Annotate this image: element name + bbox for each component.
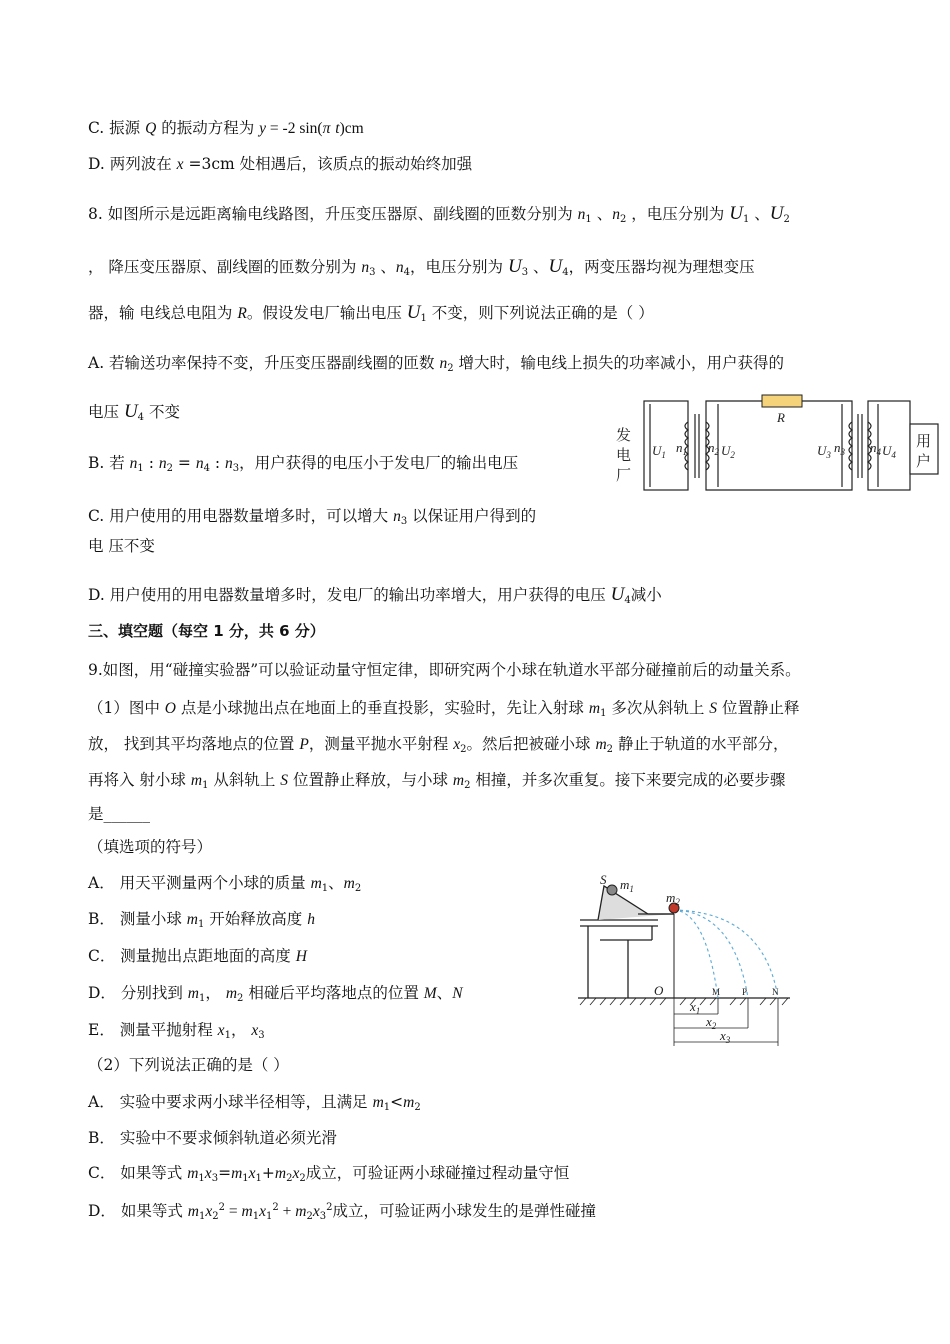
q9-stem: 9.如图，用“碰撞实验器”可以验证动量守恒定律，即研究两个小球在轨道水平部分碰撞前后的动量关系。 [88, 661, 801, 679]
q9-part2-option-b: B． 实验中不要求倾斜轨道必须光滑 [88, 1129, 337, 1147]
coil-n1 [685, 422, 688, 470]
q7-option-c: C. 振源 Q 的振动方程为 y = -2 sin(π t)cm [88, 119, 364, 137]
q8-stem-line1: 8. 如图所示是远距离输电线路图，升压变压器原、副线圈的匝数分别为 $n_1$ 、$n_2$ ，电压分别为 $U_1$ 、$U_2$ [88, 203, 790, 225]
q8-stem-line2: ， 降压变压器原、副线圈的匝数分别为 $n_3$ 、$n_4$，电压分别为 $U_3$ 、$U_4$，两变压器均视为理想变压 [88, 256, 755, 278]
user-label-2: 户 [916, 454, 932, 470]
q8-option-c-line2: 电 压不变 [88, 537, 155, 555]
svg-text:U1: $U_1$ [652, 443, 666, 460]
source-label-1: 发 [616, 428, 632, 444]
svg-text:m2: $m_2$ [666, 890, 680, 907]
resistor-label: R [777, 410, 785, 425]
q9-option-c: C． 测量抛出点距地面的高度 H [88, 947, 307, 965]
q9-part2-option-a: A． 实验中要求两小球半径相等，且满足 $m_1<m_2$ [88, 1093, 421, 1113]
q8-option-a-line2: 电压 $U_4$ 不变 [88, 401, 180, 423]
coil-n3 [849, 422, 852, 470]
svg-text:n3: $n_3$ [834, 440, 845, 457]
svg-text:x2: $x_2$ [706, 1014, 717, 1031]
svg-text:P: P [742, 987, 748, 997]
q9-part2-option-c: C． 如果等式 $m_1x_3=m_1x_1+m_2x_2$成立，可验证两小球碰撞过程动量守恒 [88, 1164, 570, 1184]
q9-part1-line2: 放， 找到其平均落地点的位置 P，测量平抛水平射程 $x_2$。然后把被碰小球 $m_2$ 静止于轨道的水平部分， [88, 735, 789, 755]
q9-part1-line3: 再将入 射小球 $m_1$ 从斜轨上 S 位置静止释放，与小球 $m_2$ 相撞，并多次重复。接下来要完成的必要步骤 [88, 771, 786, 791]
q9-option-e: E． 测量平抛射程 $x_1$， $x_3$ [88, 1021, 265, 1041]
svg-text:x3: $x_3$ [720, 1028, 731, 1045]
svg-text:n4: $n_4$ [870, 440, 881, 457]
q9-part2-option-d: D． 如果等式 $m_1x_2^2 = m_1x_1^2 + m_2x_3^2$成立，可验证两小球发生的是弹性碰撞 [88, 1202, 596, 1223]
collision-apparatus-diagram [578, 868, 798, 1052]
svg-text:S: S [600, 872, 607, 887]
q8-option-c-line1: C. 用户使用的用电器数量增多时，可以增大 $n_3$ 以保证用户得到的 [88, 507, 537, 527]
section3-title: 三、填空题（每空 1 分，共 6 分） [88, 622, 325, 640]
q9-hint: （填选项的符号） [88, 838, 213, 856]
q9-option-d: D． 分别找到 $m_1$， $m_2$ 相碰后平均落地点的位置 M、N [88, 984, 463, 1004]
resistor-R [762, 395, 802, 407]
svg-text:U2: $U_2$ [721, 443, 735, 460]
q9-option-a: A． 用天平测量两个小球的质量 $m_1$、$m_2$ [88, 874, 362, 894]
q9-option-b: B． 测量小球 $m_1$ 开始释放高度 h [88, 910, 315, 930]
svg-text:M: M [712, 987, 721, 997]
q8-stem-line3: 器，输 电线总电阻为 R。假设发电厂输出电压 $U_1$ 不变，则下列说法正确的是（ ） [88, 302, 654, 324]
q8-option-b: B. 若 $n_1$ : $n_2 = n_4$ : $n_3$，用户获得的电压小于发电厂的输出电压 [88, 454, 519, 474]
source-label-3: 厂 [616, 468, 632, 484]
svg-text:m1: $m_1$ [620, 877, 634, 894]
q8-option-d: D. 用户使用的用电器数量增多时，发电厂的输出功率增大，用户获得的电压 $U_4$减小 [88, 584, 662, 606]
q8-option-a-line1: A. 若输送功率保持不变，升压变压器副线圈的匝数 $n_2$ 增大时，输电线上损失的功率减小，用户获得的 [88, 354, 785, 374]
svg-text:n1: $n_1$ [676, 440, 687, 457]
user-label-1: 用 [916, 434, 932, 450]
source-label-2: 电 [616, 448, 632, 464]
svg-text:x1: $x_1$ [690, 999, 701, 1016]
q9-part1-line1: （1）图中 O 点是小球抛出点在地面上的垂直投影，实验时，先让入射球 $m_1$ 多次从斜轨上 S 位置静止释 [88, 699, 800, 719]
power-transmission-diagram [612, 392, 942, 496]
svg-text:N: N [772, 987, 779, 997]
svg-text:U4: $U_4$ [882, 443, 896, 460]
q7-option-d: D. 两列波在 x =3cm 处相遇后，该质点的振动始终加强 [88, 155, 473, 173]
svg-text:O: O [654, 983, 664, 998]
q9-part2: （2）下列说法正确的是（ ） [88, 1056, 289, 1074]
ball-m1 [607, 885, 617, 895]
svg-text:n2: $n_2$ [708, 440, 719, 457]
svg-text:U3: $U_3$ [817, 443, 831, 460]
q9-part1-blank[interactable]: 是______ [88, 805, 151, 823]
